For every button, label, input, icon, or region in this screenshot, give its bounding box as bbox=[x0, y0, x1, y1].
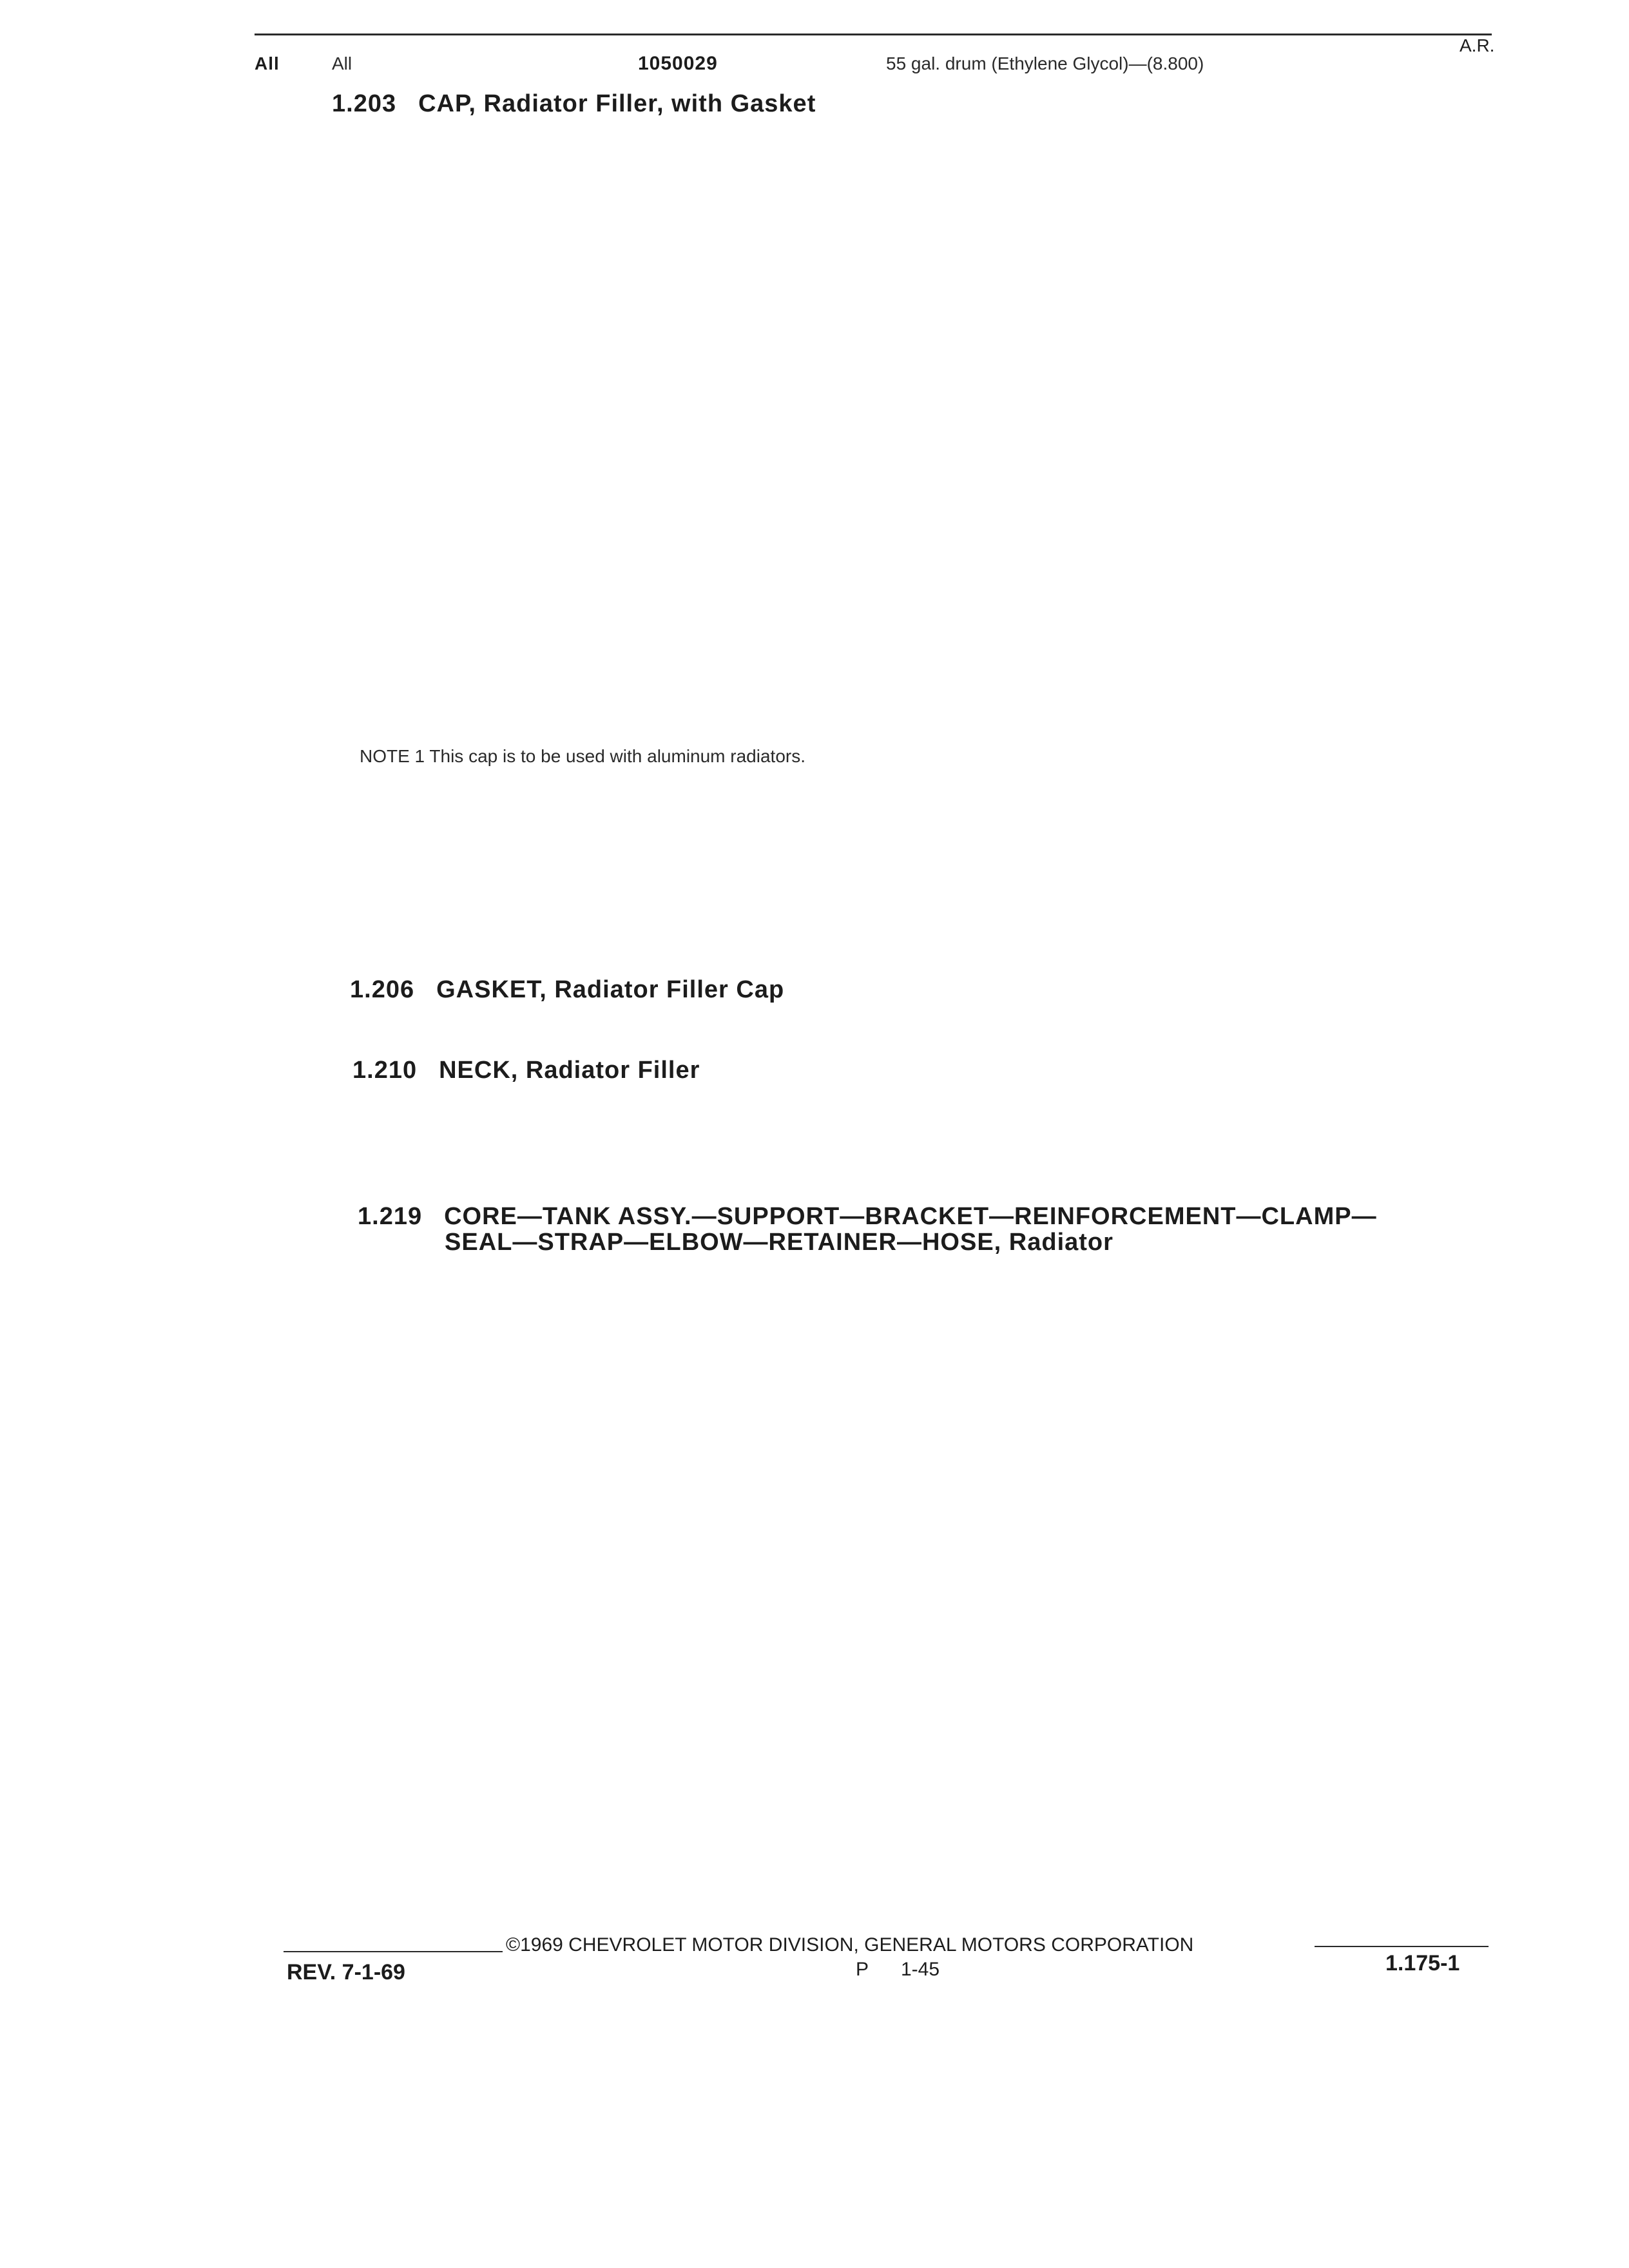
footer-rule-right bbox=[1315, 1946, 1489, 1947]
section-title-line1: CORE—TANK ASSY.—SUPPORT—BRACKET—REINFORCEMENT—CLAMP— bbox=[444, 1203, 1377, 1230]
note-row bbox=[0, 744, 1629, 769]
section-title-line2: SEAL—STRAP—ELBOW—RETAINER—HOSE, Radiator bbox=[445, 1229, 1113, 1256]
page-number: 1-45 bbox=[901, 1959, 940, 1980]
top-row bbox=[0, 35, 1629, 76]
quantity: A.R. bbox=[1460, 35, 1495, 55]
section-1206-heading bbox=[350, 976, 784, 1004]
section-title: NECK, Radiator Filler bbox=[439, 1057, 700, 1084]
revision-date: REV. 7-1-69 bbox=[287, 1960, 405, 1984]
section-number: 1.206 bbox=[350, 976, 415, 1003]
years: All bbox=[255, 53, 280, 73]
application: All bbox=[332, 53, 352, 73]
section-number: 1.219 bbox=[358, 1203, 423, 1230]
section-title: GASKET, Radiator Filler Cap bbox=[436, 976, 785, 1003]
section-number: 1.210 bbox=[352, 1057, 418, 1084]
part-number: 1050029 bbox=[638, 53, 718, 74]
section-code: 1.175-1 bbox=[1385, 1951, 1460, 1975]
top-rule bbox=[255, 34, 1492, 35]
footer-rule-left bbox=[284, 1951, 503, 1952]
section-1210-heading bbox=[352, 1057, 700, 1084]
section-1219-heading bbox=[358, 1204, 1377, 1255]
copyright-line: ©1969 CHEVROLET MOTOR DIVISION, GENERAL MOTORS CORPORATION bbox=[506, 1934, 1194, 1956]
section-1203-heading bbox=[332, 90, 816, 118]
description: 55 gal. drum (Ethylene Glycol)—(8.800) bbox=[886, 53, 1204, 73]
page-prefix: P bbox=[856, 1959, 869, 1980]
note-text: NOTE 1 This cap is to be used with aluminum radiators. bbox=[360, 746, 806, 766]
section-number: 1.203 bbox=[332, 90, 397, 117]
section-title: CAP, Radiator Filler, with Gasket bbox=[418, 90, 816, 117]
